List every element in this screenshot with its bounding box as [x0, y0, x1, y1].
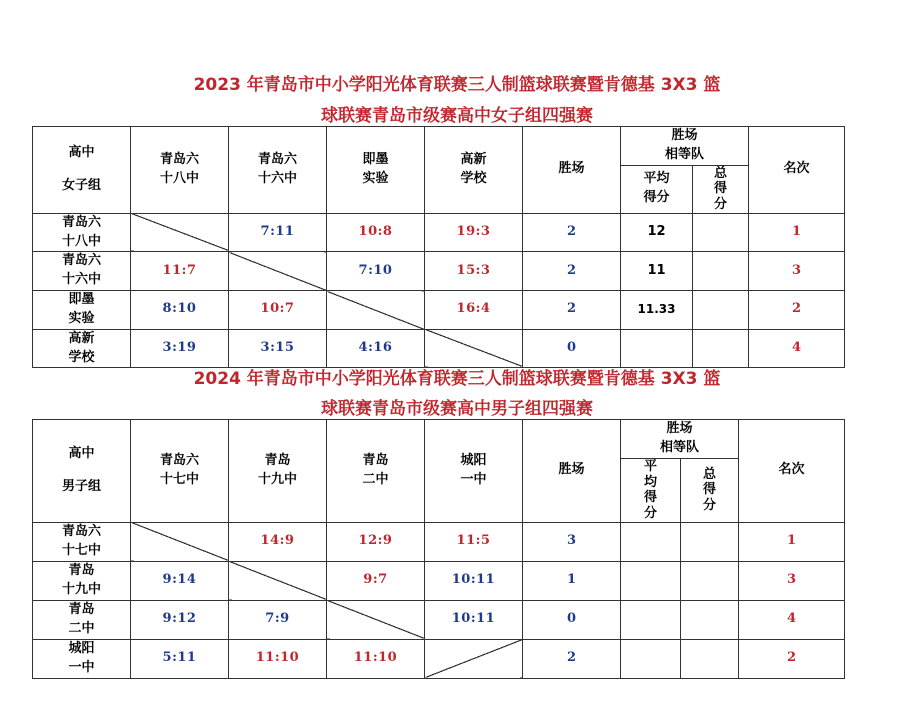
score-cell: 11:7 — [131, 252, 229, 291]
boys-row-team: 青岛 十九中 — [33, 561, 131, 600]
boys-title-line1: 2024 年青岛市中小学阳光体育联赛三人制篮球联赛暨肯德基 3X3 篮 — [193, 369, 721, 389]
total-score-cell — [681, 522, 739, 561]
total-score-cell — [681, 600, 739, 639]
total-score-cell — [693, 291, 749, 330]
rank-cell: 1 — [749, 213, 845, 252]
girls-tie-header: 胜场 相等队 — [621, 127, 749, 166]
score-cell: 9:7 — [327, 561, 425, 600]
avg-score-cell — [621, 639, 681, 678]
score-cell: 14:9 — [229, 522, 327, 561]
table-row — [33, 329, 845, 368]
diagonal-cell — [327, 600, 425, 639]
score-cell: 7:9 — [229, 600, 327, 639]
score-cell: 15:3 — [425, 252, 523, 291]
rank-cell: 4 — [749, 329, 845, 368]
girls-corner-header: 高中 女子组 — [33, 127, 131, 214]
avg-score-cell — [621, 522, 681, 561]
diagonal-cell — [425, 329, 523, 368]
table-row — [33, 600, 845, 639]
boys-col-team-4: 城阳 一中 — [425, 420, 523, 523]
table-row — [33, 213, 845, 252]
score-cell: 11:10 — [229, 639, 327, 678]
girls-col-team-4: 高新 学校 — [425, 127, 523, 214]
score-cell: 11:10 — [327, 639, 425, 678]
wins-cell: 2 — [523, 291, 621, 330]
table-row — [33, 291, 845, 330]
girls-rank-header: 名次 — [749, 127, 845, 214]
score-cell: 10:11 — [425, 600, 523, 639]
score-cell: 8:10 — [131, 291, 229, 330]
score-cell: 4:16 — [327, 329, 425, 368]
rank-cell: 2 — [749, 291, 845, 330]
avg-score-cell — [621, 600, 681, 639]
wins-cell: 0 — [523, 600, 621, 639]
boys-corner-header: 高中 男子组 — [33, 420, 131, 523]
diagonal-cell — [425, 639, 523, 678]
girls-row-team: 高新 学校 — [33, 329, 131, 368]
diagonal-cell — [327, 291, 425, 330]
diagonal-cell — [229, 561, 327, 600]
boys-rank-header: 名次 — [739, 420, 845, 523]
score-cell: 7:11 — [229, 213, 327, 252]
score-cell: 5:11 — [131, 639, 229, 678]
avg-score-cell: 11 — [621, 252, 693, 291]
rank-cell: 1 — [739, 522, 845, 561]
boys-avg-header: 平 均 得 分 — [621, 458, 681, 522]
girls-col-team-1: 青岛六 十八中 — [131, 127, 229, 214]
total-score-cell — [681, 639, 739, 678]
wins-cell: 1 — [523, 561, 621, 600]
girls-col-team-3: 即墨 实验 — [327, 127, 425, 214]
boys-col-team-3: 青岛 二中 — [327, 420, 425, 523]
score-cell: 7:10 — [327, 252, 425, 291]
rank-cell: 3 — [749, 252, 845, 291]
girls-avg-header: 平均 得分 — [621, 165, 693, 213]
total-score-cell — [693, 252, 749, 291]
girls-title-line1: 2023 年青岛市中小学阳光体育联赛三人制篮球联赛暨肯德基 3X3 篮 — [193, 75, 721, 95]
girls-row-team: 即墨 实验 — [33, 291, 131, 330]
score-cell: 10:7 — [229, 291, 327, 330]
score-cell: 10:11 — [425, 561, 523, 600]
table-row — [33, 252, 845, 291]
wins-cell: 0 — [523, 329, 621, 368]
boys-row-team: 青岛 二中 — [33, 600, 131, 639]
wins-cell: 2 — [523, 252, 621, 291]
table-row — [33, 561, 845, 600]
boys-tie-header: 胜场 相等队 — [621, 420, 739, 459]
avg-score-cell — [621, 329, 693, 368]
score-cell: 11:5 — [425, 522, 523, 561]
total-score-cell — [693, 329, 749, 368]
girls-title-line2: 球联赛青岛市级赛高中女子组四强赛 — [321, 106, 593, 126]
avg-score-cell — [621, 561, 681, 600]
score-cell: 9:14 — [131, 561, 229, 600]
girls-row-team: 青岛六 十八中 — [33, 213, 131, 252]
score-cell: 16:4 — [425, 291, 523, 330]
table-row — [33, 522, 845, 561]
boys-title-line2: 球联赛青岛市级赛高中男子组四强赛 — [321, 399, 593, 419]
wins-cell: 2 — [523, 639, 621, 678]
avg-score-cell: 11.33 — [621, 291, 693, 330]
total-score-cell — [693, 213, 749, 252]
diagonal-cell — [131, 522, 229, 561]
table-row — [33, 639, 845, 678]
rank-cell: 2 — [739, 639, 845, 678]
diagonal-cell — [229, 252, 327, 291]
avg-score-cell: 12 — [621, 213, 693, 252]
girls-results-table — [32, 126, 845, 368]
boys-total-header: 总 得 分 — [681, 458, 739, 522]
rank-cell: 3 — [739, 561, 845, 600]
girls-col-team-2: 青岛六 十六中 — [229, 127, 327, 214]
score-cell: 12:9 — [327, 522, 425, 561]
boys-row-team: 城阳 一中 — [33, 639, 131, 678]
boys-col-team-2: 青岛 十九中 — [229, 420, 327, 523]
boys-results-table — [32, 419, 845, 679]
score-cell: 3:15 — [229, 329, 327, 368]
boys-row-team: 青岛六 十七中 — [33, 522, 131, 561]
boys-wins-header: 胜场 — [523, 420, 621, 523]
girls-total-header: 总 得 分 — [693, 165, 749, 213]
girls-wins-header: 胜场 — [523, 127, 621, 214]
boys-col-team-1: 青岛六 十七中 — [131, 420, 229, 523]
wins-cell: 3 — [523, 522, 621, 561]
score-cell: 9:12 — [131, 600, 229, 639]
diagonal-cell — [131, 213, 229, 252]
rank-cell: 4 — [739, 600, 845, 639]
score-cell: 3:19 — [131, 329, 229, 368]
total-score-cell — [681, 561, 739, 600]
girls-row-team: 青岛六 十六中 — [33, 252, 131, 291]
score-cell: 10:8 — [327, 213, 425, 252]
score-cell: 19:3 — [425, 213, 523, 252]
wins-cell: 2 — [523, 213, 621, 252]
